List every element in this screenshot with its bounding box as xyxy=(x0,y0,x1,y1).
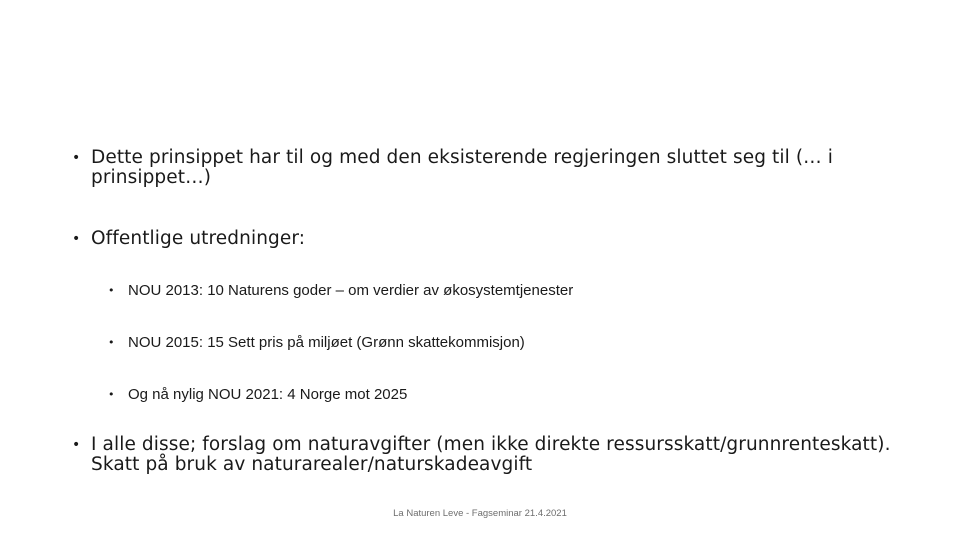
bullet-icon: • xyxy=(108,284,115,297)
bullet-public-reports xyxy=(72,229,892,249)
bullet-icon: • xyxy=(108,336,115,349)
slide-footer: La Naturen Leve - Fagseminar 21.4.2021 xyxy=(393,508,567,519)
bullet-principle xyxy=(72,148,892,188)
sub-bullet-nou-2015 xyxy=(108,333,868,353)
bullet-text: NOU 2015: 15 Sett pris på miljøet (Grønn skattekommisjon) xyxy=(128,334,525,351)
bullet-text: I alle disse; forslag om naturavgifter (men ikke direkte ressursskatt/grunnrenteskatt). Skatt på bruk av naturarealer/naturskadeavgift xyxy=(91,434,891,475)
bullet-icon: • xyxy=(72,231,81,247)
bullet-text: NOU 2013: 10 Naturens goder – om verdier av økosystemtjenester xyxy=(128,282,574,299)
sub-bullet-nou-2021 xyxy=(108,385,868,405)
bullet-text: Offentlige utredninger: xyxy=(91,228,306,249)
bullet-nature-taxes xyxy=(72,435,892,475)
bullet-text: Dette prinsippet har til og med den eksisterende regjeringen sluttet seg til (… i prinsippet…) xyxy=(91,147,833,188)
sub-bullet-nou-2013 xyxy=(108,281,868,301)
bullet-text: Og nå nylig NOU 2021: 4 Norge mot 2025 xyxy=(128,386,408,403)
bullet-icon: • xyxy=(72,437,81,453)
bullet-icon: • xyxy=(72,150,81,166)
bullet-icon: • xyxy=(108,388,115,401)
